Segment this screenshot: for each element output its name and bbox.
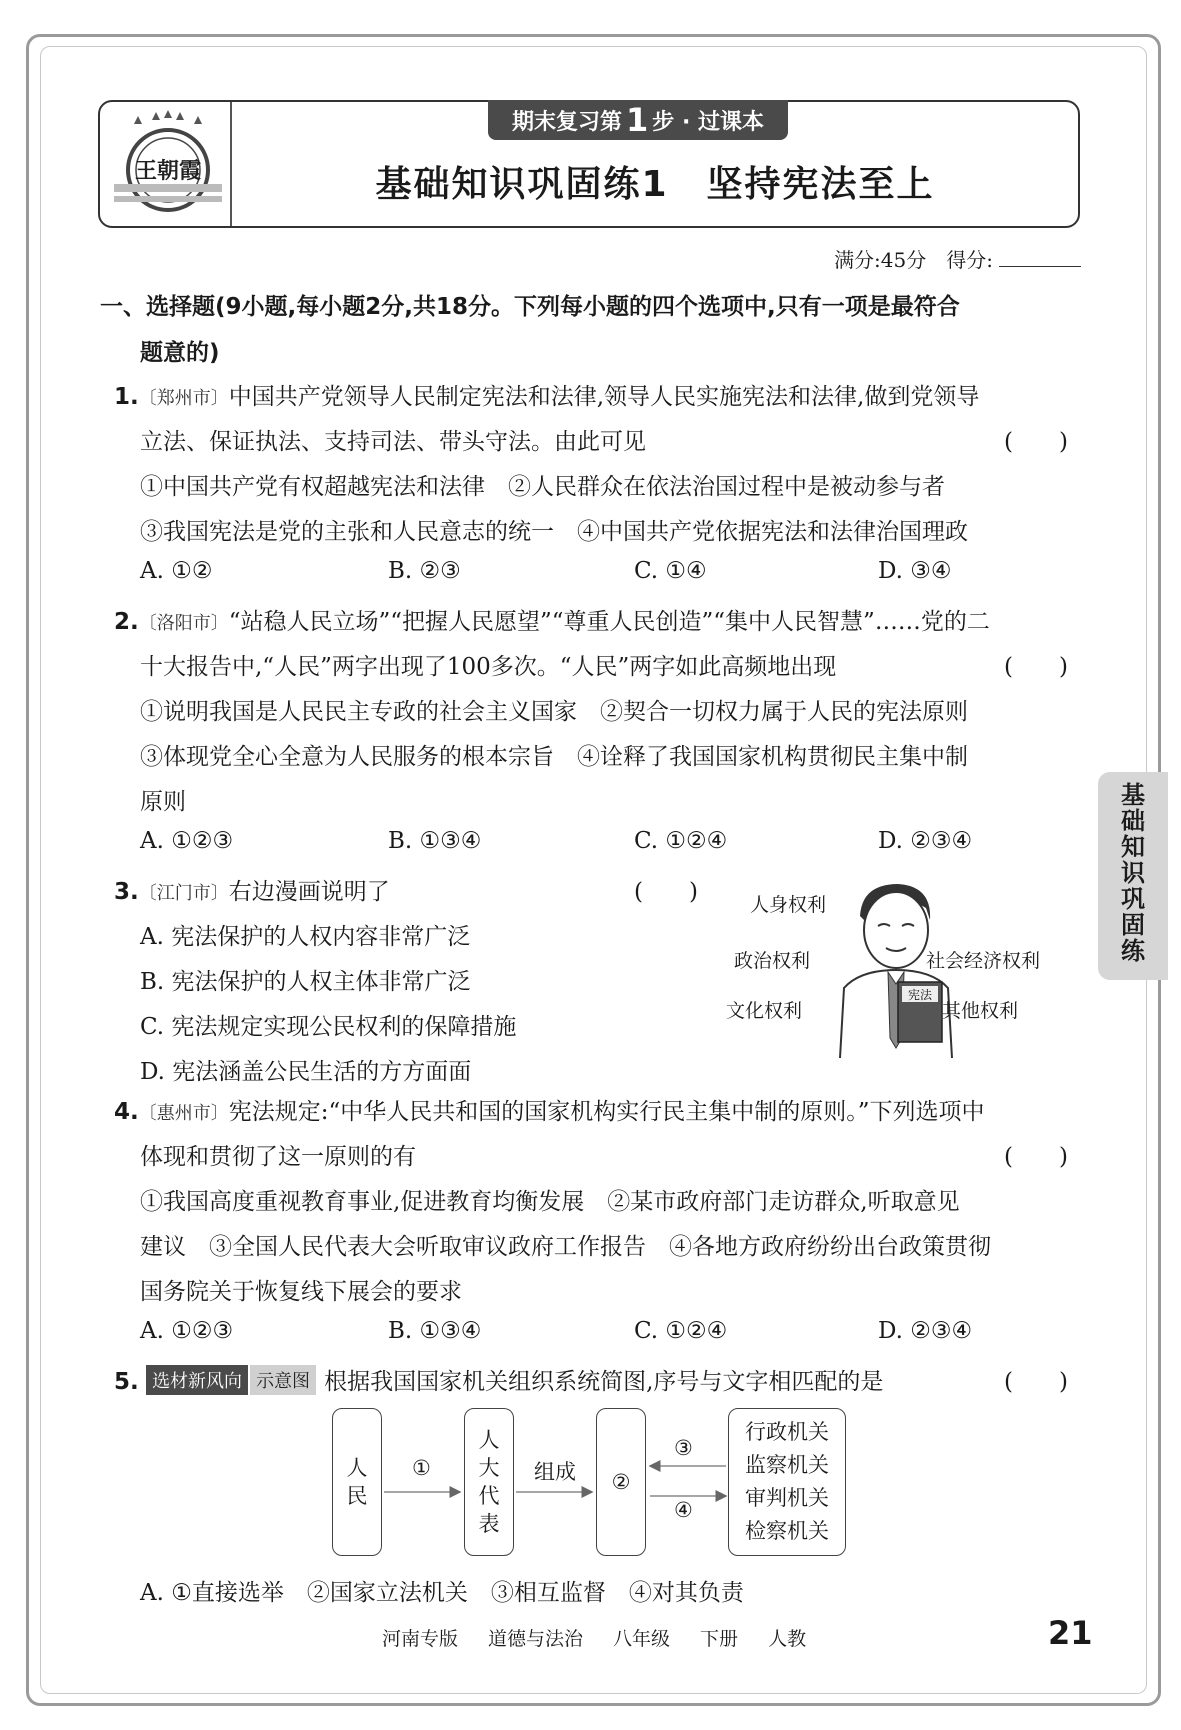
q1-source: 〔郑州市〕 (138, 388, 229, 409)
q2-source: 〔洛阳市〕 (138, 613, 229, 634)
q2-number: 2. (114, 609, 139, 635)
side-tab-char: 础 (1121, 807, 1145, 835)
section-heading-line2: 题意的) (140, 340, 220, 366)
header (98, 100, 1080, 228)
state-organs-diagram (330, 1406, 850, 1558)
q4-line2: 体现和贯彻了这一原则的有 (140, 1144, 416, 1170)
q4-source: 〔惠州市〕 (138, 1103, 229, 1124)
footer (382, 1624, 836, 1651)
side-tab-char: 练 (1121, 937, 1145, 965)
step-tab (488, 100, 788, 140)
q2-line2: 十大报告中,“人民”两字出现了100多次。“人民”两字如此高频地出现 (140, 654, 837, 680)
q4-number: 4. (114, 1099, 139, 1125)
page-number: 21 (1048, 1614, 1093, 1652)
q2-statement2: ③体现党全心全意为人民服务的根本宗旨 ④诠释了我国国家机构贯彻民主集中制 (140, 744, 968, 770)
q3-option-a[interactable]: A. 宪法保护的人权内容非常广泛 (140, 924, 471, 950)
diagram-box-char: 代 (478, 1484, 500, 1508)
diagram-label-1: ① (412, 1456, 431, 1480)
diagram-box-char: 人 (346, 1456, 368, 1480)
cartoon-label-personal-rights: 人身权利 (750, 894, 827, 916)
q3-option-b[interactable]: B. 宪法保护的人权主体非常广泛 (140, 969, 471, 995)
score-text: 满分:45分 得分: (834, 248, 993, 272)
q3-line1 (114, 873, 390, 906)
footer-edition: 河南专版 (382, 1628, 459, 1650)
q4-statement3: 国务院关于恢复线下展会的要求 (140, 1279, 462, 1305)
q1-line2: 立法、保证执法、支持司法、带头守法。由此可见 (140, 429, 646, 455)
q1-line1 (114, 378, 979, 411)
cartoon (720, 878, 1070, 1058)
diagram-label-4: ④ (674, 1498, 693, 1522)
q2-line1 (114, 603, 990, 636)
side-tab (1098, 772, 1168, 980)
q4-option-b[interactable]: B. ①③④ (388, 1318, 482, 1344)
q4-line1 (114, 1093, 985, 1126)
side-tab-char: 巩 (1121, 885, 1145, 913)
q2-statement3: 原则 (140, 789, 186, 815)
q2-statement1: ①说明我国是人民民主专政的社会主义国家 ②契合一切权力属于人民的宪法原则 (140, 699, 968, 725)
q5-tag-diagram: 示意图 (250, 1365, 316, 1395)
q1-option-d[interactable]: D. ③④ (878, 558, 952, 584)
q3-answer-paren[interactable]: ( ) (634, 879, 698, 905)
q4-option-d[interactable]: D. ②③④ (878, 1318, 973, 1344)
footer-grade: 八年级 (613, 1628, 671, 1650)
q3-source: 〔江门市〕 (138, 883, 229, 904)
footer-subject: 道德与法治 (488, 1628, 584, 1650)
q1-text1: 中国共产党领导人民制定宪法和法律,领导人民实施宪法和法律,做到党领导 (228, 384, 980, 410)
score-line (834, 244, 1081, 273)
side-tab-char: 基 (1121, 781, 1145, 809)
cartoon-label-other-rights: 其他权利 (942, 1000, 1019, 1022)
logo-seal-icon (108, 108, 228, 220)
q1-answer-paren[interactable]: ( ) (1004, 429, 1068, 455)
q3-option-d[interactable]: D. 宪法涵盖公民生活的方方面面 (140, 1059, 472, 1085)
q1-statement2: ③我国宪法是党的主张和人民意志的统一 ④中国共产党依据宪法和法律治国理政 (140, 519, 968, 545)
footer-volume: 下册 (700, 1628, 739, 1650)
q5-number: 5. (114, 1369, 139, 1395)
side-tab-char: 固 (1121, 911, 1145, 939)
diagram-organ-judicial: 审判机关 (745, 1486, 829, 1510)
side-tab-char: 知 (1121, 833, 1145, 861)
q5-line1 (114, 1363, 883, 1396)
q1-option-a[interactable]: A. ①② (140, 558, 213, 584)
cartoon-label-cultural-rights: 文化权利 (726, 1000, 803, 1022)
q3-number: 3. (114, 879, 139, 905)
q2-text1: “站稳人民立场”“把握人民愿望”“尊重人民创造”“集中人民智慧”……党的二 (228, 609, 990, 635)
q4-text1: 宪法规定:“中华人民共和国的国家机构实行民主集中制的原则。”下列选项中 (228, 1099, 985, 1125)
diagram-organ-procuratorial: 检察机关 (745, 1519, 829, 1543)
cartoon-label-political-rights: 政治权利 (734, 950, 811, 972)
q2-option-b[interactable]: B. ①③④ (388, 828, 482, 854)
q1-number: 1. (114, 384, 139, 410)
q2-answer-paren[interactable]: ( ) (1004, 654, 1068, 680)
step-number: 1 (626, 101, 649, 139)
q4-statement1: ①我国高度重视教育事业,促进教育均衡发展 ②某市政府部门走访群众,听取意见 (140, 1189, 960, 1215)
svg-text:王朝霞: 王朝霞 (134, 158, 202, 184)
q2-option-d[interactable]: D. ②③④ (878, 828, 973, 854)
q2-option-c[interactable]: C. ①②④ (634, 828, 728, 854)
q4-option-c[interactable]: C. ①②④ (634, 1318, 728, 1344)
page-title: 基础知识巩固练1 坚持宪法至上 (375, 164, 935, 205)
section-heading-line1: 一、选择题(9小题,每小题2分,共18分。下列每小题的四个选项中,只有一项是最符合 (100, 294, 960, 320)
q1-statement1: ①中国共产党有权超越宪法和法律 ②人民群众在依法治国过程中是被动参与者 (140, 474, 945, 500)
step-prefix: 期末复习第 (512, 109, 623, 135)
q3-option-c[interactable]: C. 宪法规定实现公民权利的保障措施 (140, 1014, 517, 1040)
step-suffix: 步 · 过课本 (652, 109, 764, 135)
q5-tag-new-trend: 选材新风向 (146, 1365, 248, 1395)
svg-text:宪法: 宪法 (907, 988, 933, 1002)
diagram-box-char: 大 (478, 1456, 500, 1480)
q1-option-b[interactable]: B. ②③ (388, 558, 461, 584)
diagram-arrows (330, 1406, 850, 1558)
q4-option-a[interactable]: A. ①②③ (140, 1318, 234, 1344)
diagram-box-2-label: ② (611, 1470, 631, 1494)
q4-statement2: 建议 ③全国人民代表大会听取审议政府工作报告 ④各地方政府纷纷出台政策贯彻 (140, 1234, 991, 1260)
q2-option-a[interactable]: A. ①②③ (140, 828, 234, 854)
q5-text1: 根据我国国家机关组织系统简图,序号与文字相匹配的是 (324, 1369, 884, 1395)
diagram-box-char: 民 (346, 1484, 368, 1508)
side-tab-char: 识 (1121, 859, 1145, 887)
diagram-box-char: 人 (478, 1428, 500, 1452)
q4-answer-paren[interactable]: ( ) (1004, 1144, 1068, 1170)
q1-option-c[interactable]: C. ①④ (634, 558, 707, 584)
diagram-label-compose: 组成 (534, 1460, 576, 1484)
q5-option-a[interactable]: A. ①直接选举 ②国家立法机关 ③相互监督 ④对其负责 (140, 1580, 744, 1606)
diagram-organ-administrative: 行政机关 (745, 1420, 829, 1444)
q5-answer-paren[interactable]: ( ) (1004, 1369, 1068, 1395)
footer-publisher: 人教 (768, 1628, 807, 1650)
diagram-label-3: ③ (674, 1436, 693, 1460)
score-blank[interactable] (999, 266, 1081, 267)
q3-text1: 右边漫画说明了 (228, 879, 390, 905)
cartoon-label-socioeconomic-rights: 社会经济权利 (926, 950, 1041, 972)
diagram-box-char: 表 (478, 1512, 500, 1536)
diagram-organ-supervisory: 监察机关 (745, 1453, 829, 1477)
